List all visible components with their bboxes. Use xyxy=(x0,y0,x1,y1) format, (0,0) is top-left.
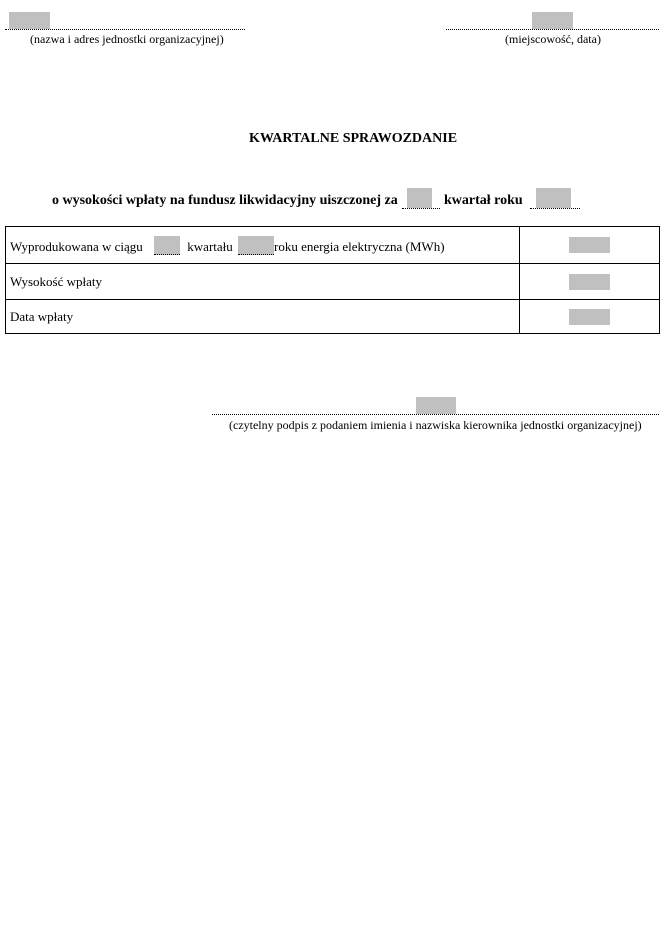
signature-caption: (czytelny podpis z podaniem imienia i nazwiska kierownika jednostki organizacyjnej) xyxy=(229,418,642,432)
energy-quarter-field[interactable] xyxy=(154,236,180,255)
payment-date-label: Data wpłaty xyxy=(6,300,520,334)
energy-value-cell xyxy=(520,227,660,264)
table-row-payment-amount xyxy=(6,264,660,300)
quarter-dotted-line xyxy=(402,208,440,209)
place-date-field[interactable] xyxy=(532,12,573,29)
signature-field[interactable] xyxy=(416,397,456,414)
energy-label-suffix: roku energia elektryczna (MWh) xyxy=(274,238,445,254)
energy-label-cell xyxy=(6,227,520,264)
energy-year-field[interactable] xyxy=(238,236,274,255)
org-name-caption: (nazwa i adres jednostki organizacyjnej) xyxy=(30,32,224,46)
table-row-energy xyxy=(6,227,660,264)
signature-dotted-line xyxy=(212,414,659,415)
energy-label-prefix: Wyprodukowana w ciągu xyxy=(10,238,143,254)
place-date-caption: (miejscowość, data) xyxy=(505,32,601,46)
payment-date-field[interactable] xyxy=(569,309,610,325)
year-field[interactable] xyxy=(536,188,571,208)
org-name-dotted-line xyxy=(5,29,245,30)
page-title: KWARTALNE SPRAWOZDANIE xyxy=(248,131,458,146)
payment-amount-label: Wysokość wpłaty xyxy=(6,264,520,300)
payment-date-value-cell xyxy=(520,300,660,334)
subtitle-middle: kwartał roku xyxy=(444,193,523,208)
subtitle-prefix: o wysokości wpłaty na fundusz likwidacyjny uiszczonej za xyxy=(52,193,398,208)
energy-label-mid: kwartału xyxy=(187,238,233,254)
year-dotted-line xyxy=(530,208,580,209)
table-row-payment-date xyxy=(6,300,660,334)
place-date-dotted-line xyxy=(446,29,659,30)
org-name-field[interactable] xyxy=(9,12,50,29)
energy-value-field[interactable] xyxy=(569,237,610,253)
payment-amount-field[interactable] xyxy=(569,274,610,290)
payment-amount-value-cell xyxy=(520,264,660,300)
report-table xyxy=(5,226,660,334)
quarter-field[interactable] xyxy=(407,188,432,208)
